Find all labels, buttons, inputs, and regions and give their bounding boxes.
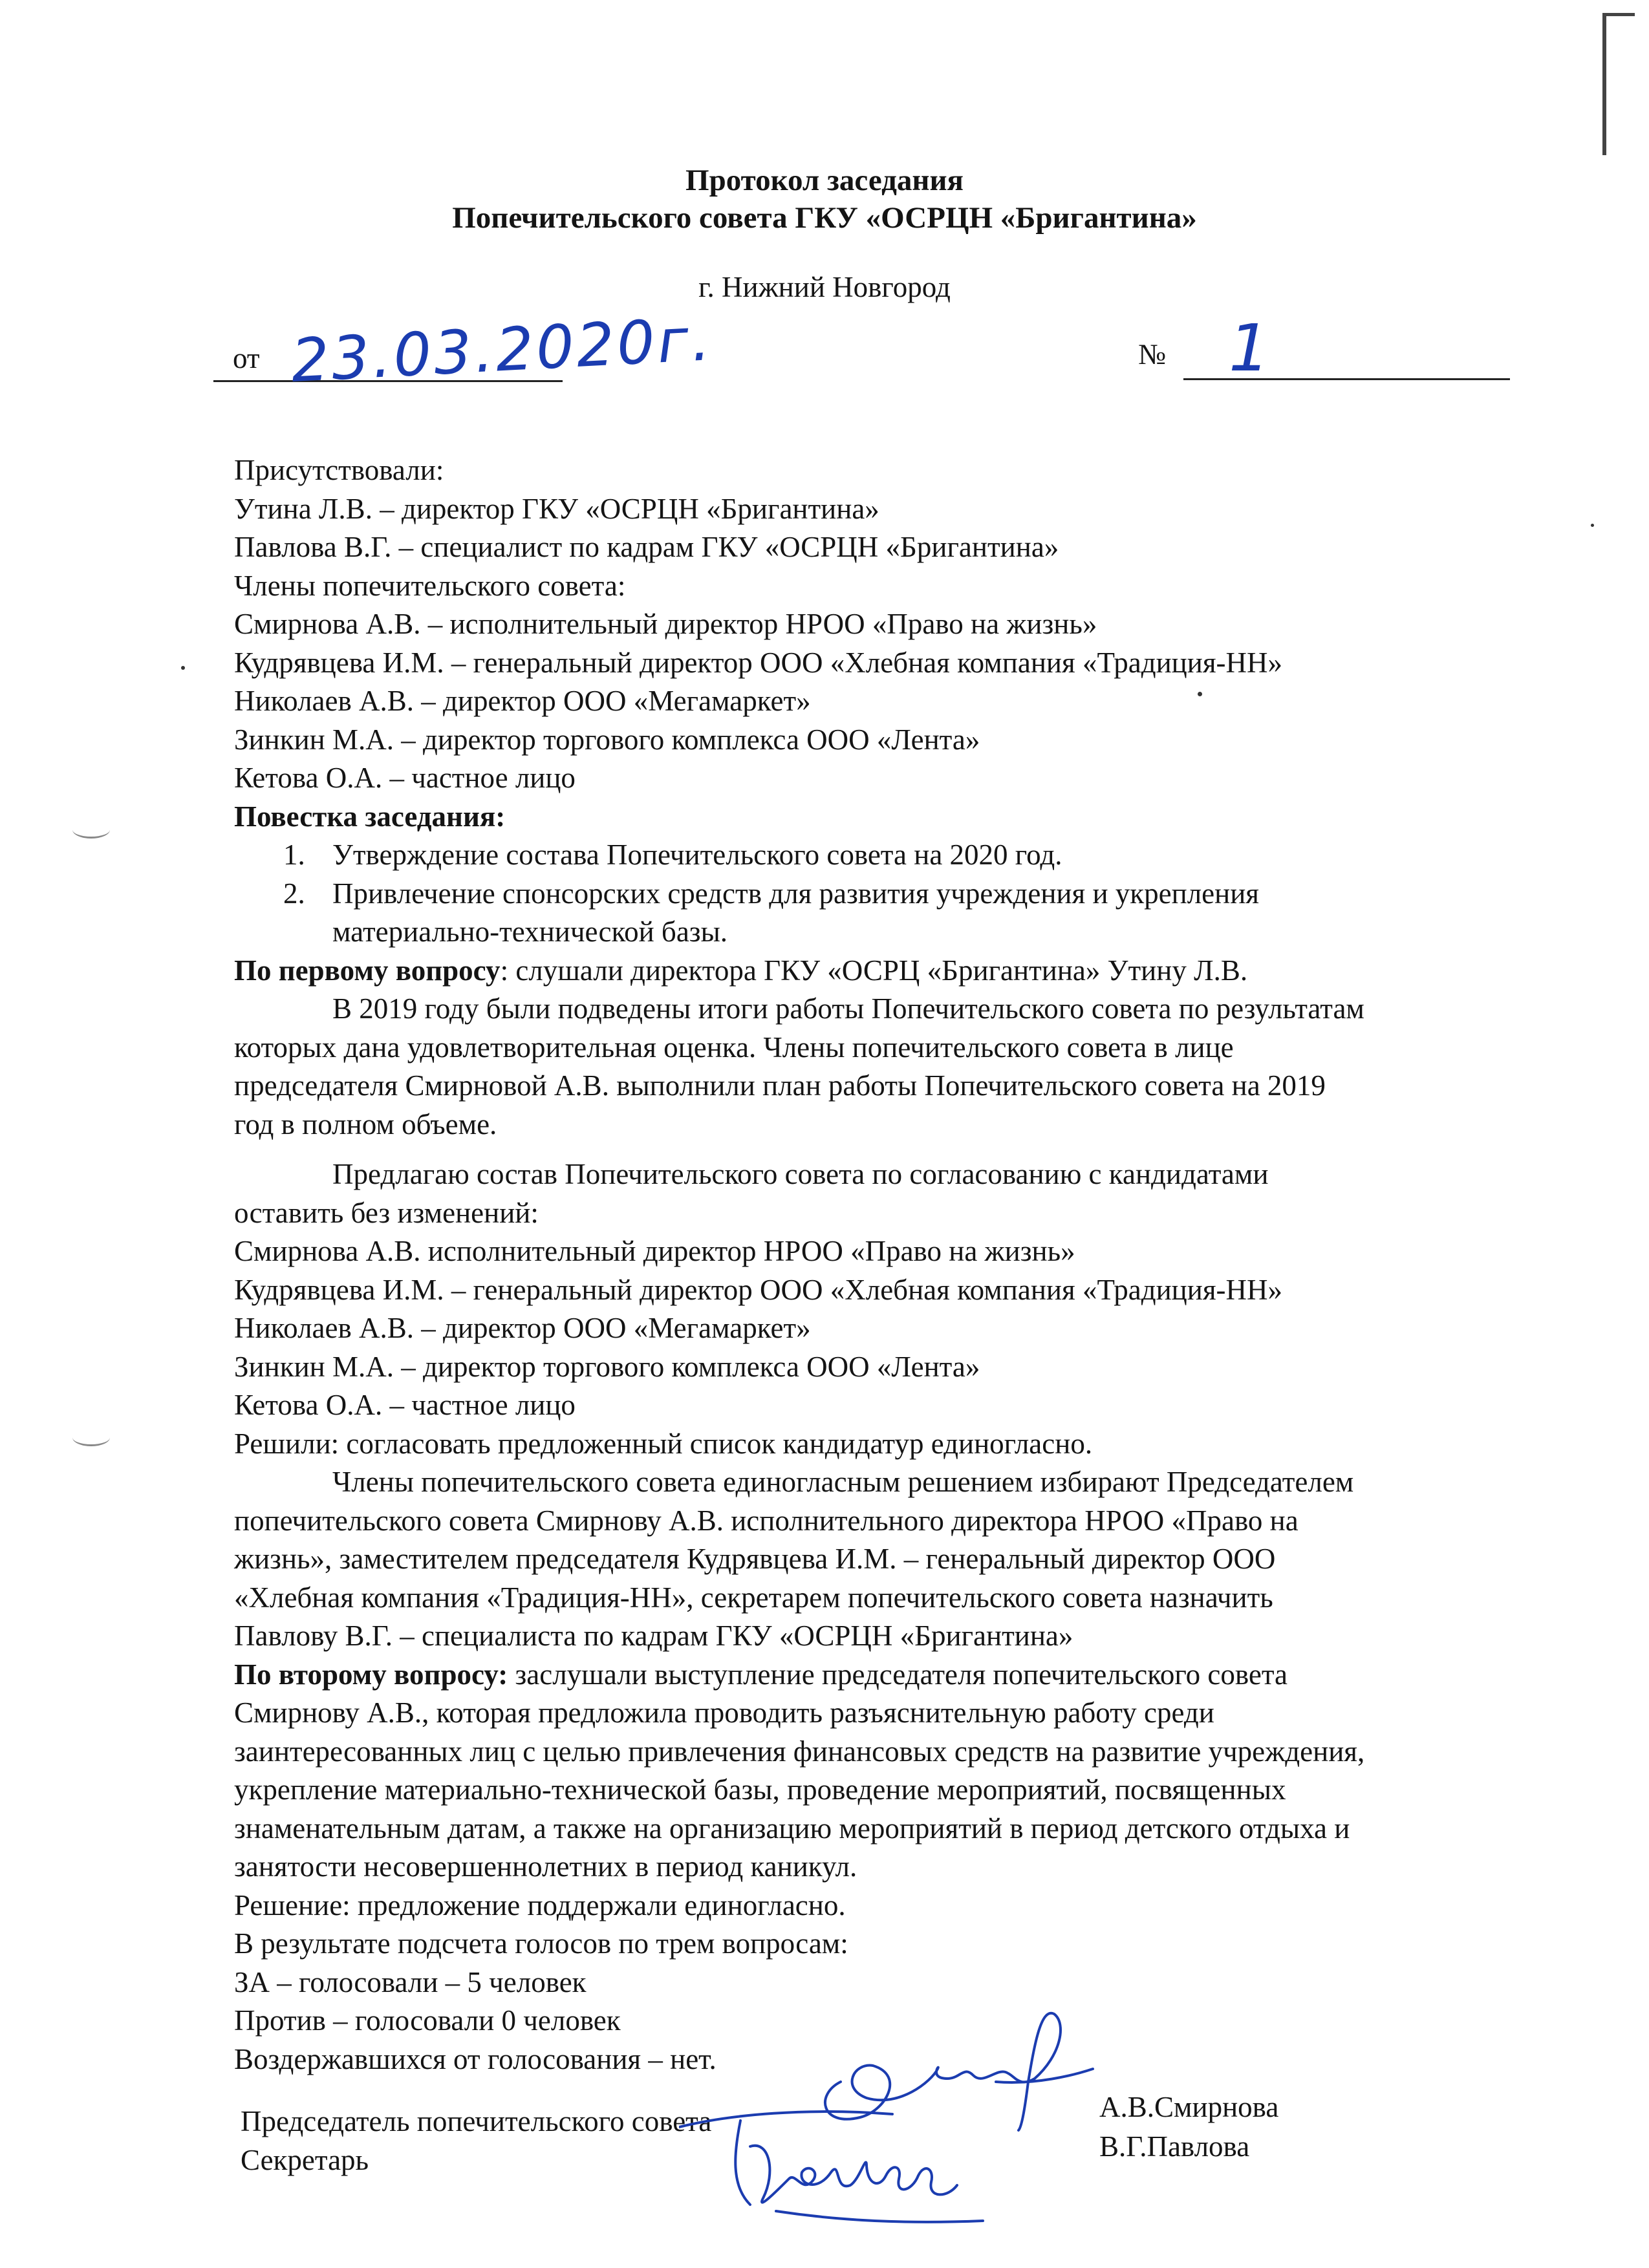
paragraph-line: жизнь», заместителем председателя Кудрявцева И.М. – генеральный директор ООО xyxy=(234,1543,1276,1575)
proposed-member: Кетова О.А. – частное лицо xyxy=(234,1389,576,1421)
handwritten-number: 1 xyxy=(1229,310,1270,386)
paragraph-line: Члены попечительского совета единогласным решением избирают Председателем xyxy=(332,1466,1354,1498)
paragraph-line: укрепление материально-технической базы, проведение мероприятий, посвященных xyxy=(234,1773,1286,1806)
proposed-member: Смирнова А.В. исполнительный директор НРОО «Право на жизнь» xyxy=(234,1235,1075,1267)
member-item: Смирнова А.В. – исполнительный директор НРОО «Право на жизнь» xyxy=(234,608,1097,640)
secretary-signature xyxy=(679,2101,989,2231)
binder-mark xyxy=(72,821,110,839)
paragraph-line: попечительского совета Смирнову А.В. исполнительного директора НРОО «Право на xyxy=(234,1504,1299,1537)
binder-mark xyxy=(72,1429,110,1446)
speck xyxy=(1591,524,1594,527)
proposed-member: Зинкин М.А. – директор торгового комплекса ООО «Лента» xyxy=(234,1350,980,1383)
member-item: Кудрявцева И.М. – генеральный директор ООО «Хлебная компания «Традиция-НН» xyxy=(234,646,1283,679)
agenda-item xyxy=(234,836,1502,875)
agenda-item xyxy=(234,875,1502,914)
speck xyxy=(181,666,185,670)
member-item: Зинкин М.А. – директор торгового комплекса ООО «Лента» xyxy=(234,723,980,756)
secretary-name: В.Г.Павлова xyxy=(1099,2130,1250,2163)
paragraph-line: председателя Смирновой А.В. выполнили план работы Попечительского совета на 2019 xyxy=(234,1069,1326,1102)
paragraph-line: Предлагаю состав Попечительского совета по согласованию с кандидатами xyxy=(332,1158,1269,1190)
scan-edge xyxy=(1602,13,1635,16)
protocol-body xyxy=(234,451,1502,2079)
question-2 xyxy=(234,1656,1502,1695)
present-label: Присутствовали: xyxy=(234,454,444,486)
chair-role: Председатель попечительского совета xyxy=(241,2105,712,2137)
question-2-text: заслушали выступление председателя попечительского совета xyxy=(508,1658,1288,1691)
members-label: Члены попечительского совета: xyxy=(234,569,626,602)
paragraph-line: Смирнову А.В., которая предложила проводить разъяснительную работу среди xyxy=(234,1696,1214,1729)
question-1-label: По первому вопросу xyxy=(234,954,501,987)
vote-line: ЗА – голосовали – 5 человек xyxy=(234,1965,587,1998)
paragraph-line: год в полном объеме. xyxy=(234,1107,497,1140)
secretary-role: Секретарь xyxy=(241,2144,369,2176)
paragraph-line: В 2019 году были подведены итоги работы Попечительского совета по результатам xyxy=(332,992,1364,1025)
agenda-text: Привлечение спонсорских средств для развития учреждения и укрепления xyxy=(332,877,1259,910)
number-label: № xyxy=(1138,338,1166,370)
paragraph-line: «Хлебная компания «Традиция-НН», секретарем попечительского совета назначить xyxy=(234,1581,1273,1614)
date-label: от xyxy=(233,342,260,374)
question-1-text: : слушали директора ГКУ «ОСРЦ «Бригантина» Утину Л.В. xyxy=(500,954,1248,987)
question-1 xyxy=(234,952,1502,990)
present-item: Утина Л.В. – директор ГКУ «ОСРЦН «Бригантина» xyxy=(234,492,879,525)
proposed-member: Николаев А.В. – директор ООО «Мегамаркет» xyxy=(234,1312,811,1344)
document-subtitle: Попечительского совета ГКУ «ОСРЦН «Бригантина» xyxy=(452,201,1197,235)
agenda-number: 2. xyxy=(283,877,305,910)
member-item: Кетова О.А. – частное лицо xyxy=(234,762,576,794)
agenda-label: Повестка заседания: xyxy=(234,800,506,833)
document-title: Протокол заседания xyxy=(685,164,964,197)
vote-line: Против – голосовали 0 человек xyxy=(234,2004,621,2037)
paragraph-line: Павлову В.Г. – специалиста по кадрам ГКУ «ОСРЦН «Бригантина» xyxy=(234,1620,1073,1652)
decision-2: Решение: предложение поддержали единогласно. xyxy=(234,1888,846,1921)
scan-edge xyxy=(1602,13,1606,155)
paragraph-line: знаменательным датам, а также на организацию мероприятий в период детского отдыха и xyxy=(234,1812,1350,1845)
vote-line: Воздержавшихся от голосования – нет. xyxy=(234,2042,717,2075)
city: г. Нижний Новгород xyxy=(698,271,951,303)
paragraph-line: которых дана удовлетворительная оценка. Члены попечительского совета в лице xyxy=(234,1031,1234,1064)
vote-line: В результате подсчета голосов по трем вопросам: xyxy=(234,1927,848,1960)
question-2-label: По второму вопросу: xyxy=(234,1658,508,1691)
member-item: Николаев А.В. – директор ООО «Мегамаркет» xyxy=(234,685,811,717)
present-item: Павлова В.Г. – специалист по кадрам ГКУ «ОСРЦН «Бригантина» xyxy=(234,531,1059,563)
paragraph-line: занятости несовершеннолетних в период каникул. xyxy=(234,1850,857,1883)
agenda-text: Утверждение состава Попечительского совета на 2020 год. xyxy=(332,839,1062,871)
proposed-member: Кудрявцева И.М. – генеральный директор ООО «Хлебная компания «Традиция-НН» xyxy=(234,1273,1283,1306)
chair-name: А.В.Смирнова xyxy=(1099,2091,1279,2123)
paragraph-line: заинтересованных лиц с целью привлечения финансовых средств на развитие учреждения, xyxy=(234,1735,1365,1768)
handwritten-date: 23.03.2020г. xyxy=(289,305,715,396)
paragraph-line: оставить без изменений: xyxy=(234,1196,539,1229)
agenda-text-cont: материально-технической базы. xyxy=(332,915,728,948)
agenda-number: 1. xyxy=(283,839,305,871)
decision-1: Решили: согласовать предложенный список кандидатур единогласно. xyxy=(234,1427,1093,1460)
